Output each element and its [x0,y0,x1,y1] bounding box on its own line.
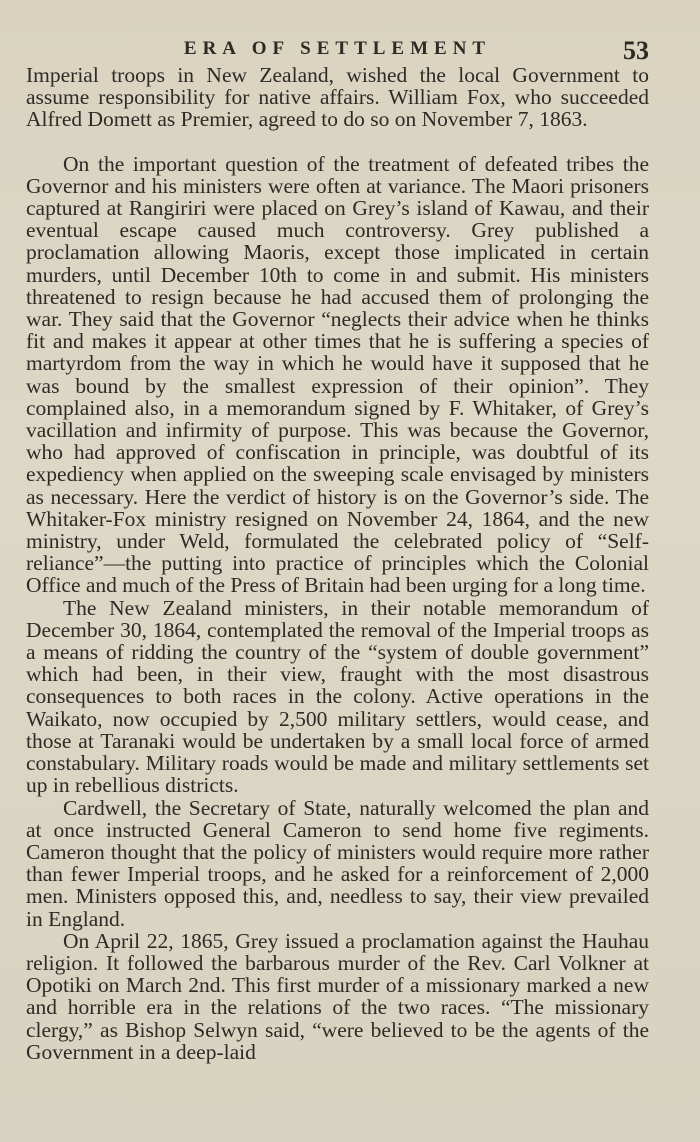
running-title: ERA OF SETTLEMENT [183,38,492,59]
running-head [26,38,649,66]
paragraph: The New Zealand ministers, in their notable memorandum of December 30, 1864, contemplated the removal of the Imperial troops as a means of ridding the country of the “system of double government” which had been, in their view, fraught with the most disastrous consequences to both races in the colony. Active operations in the Waikato, now occupied by 2,500 military settlers, would cease, and those at Taranaki would be undertaken by a small local force of armed constabulary. Military roads would be made and military settlements set up in rebellious districts. [26,595,649,798]
paragraph: Cardwell, the Secretary of State, naturally welcomed the plan and at once instructed General Cameron to send home five regiments. Cameron thought that the policy of ministers would require more rather than fewer Imperial troops, and he asked for a reinforcement of 2,000 men. Ministers opposed this, and, needless to say, their view prevailed in England. [26,795,649,931]
paragraph-continued: Imperial troops in New Zealand, wished the local Government to assume responsibility for native affairs. William Fox, who succeeded Alfred Domett as Premier, agreed to do so on November 7, 1863. [26,63,649,132]
page-number: 53 [623,36,649,65]
paragraph: On the important question of the treatment of defeated tribes the Governor and his ministers were often at variance. The Maori prisoners captured at Rangiriri were placed on Grey’s island of Kawau, and their eventual escape caused much controversy. Grey published a proclamation allowing Maoris, except those implicated in certain murders, until December 10th to come in and submit. His ministers threatened to resign because he had accused them of prolonging the war. They said that the Governor “neglects their advice when he thinks fit and makes it appear at other times that he is suffering a species of martyrdom from the way in which he would have it supposed that he was bound by the smallest expression of their opinion”. They complained also, in a memorandum signed by F. Whitaker, of Grey’s vacillation and infirmity of purpose. This was because the Governor, who had approved of confiscation in principle, was doubtful of its expediency when applied on the sweeping scale envisaged by ministers as necessary. Here the verdict of history is on the Governor’s side. The Whitaker-Fox ministry resigned on November 24, 1864, and the new ministry, under Weld, formulated the celebrated policy of “Self-reliance”—the putting into practice of principles which the Colonial Office and much of the Press of Britain had been urging for a long time. [26,151,649,598]
body-text [26,64,649,1063]
paragraph: On April 22, 1865, Grey issued a proclamation against the Hauhau religion. It followed the barbarous murder of the Rev. Carl Volkner at Opotiki on March 2nd. This first murder of a missionary marked a new and horrible era in the relations of the two races. “The missionary clergy,” as Bishop Selwyn said, “were believed to be the agents of the Government in a deep-laid [26,928,649,1064]
